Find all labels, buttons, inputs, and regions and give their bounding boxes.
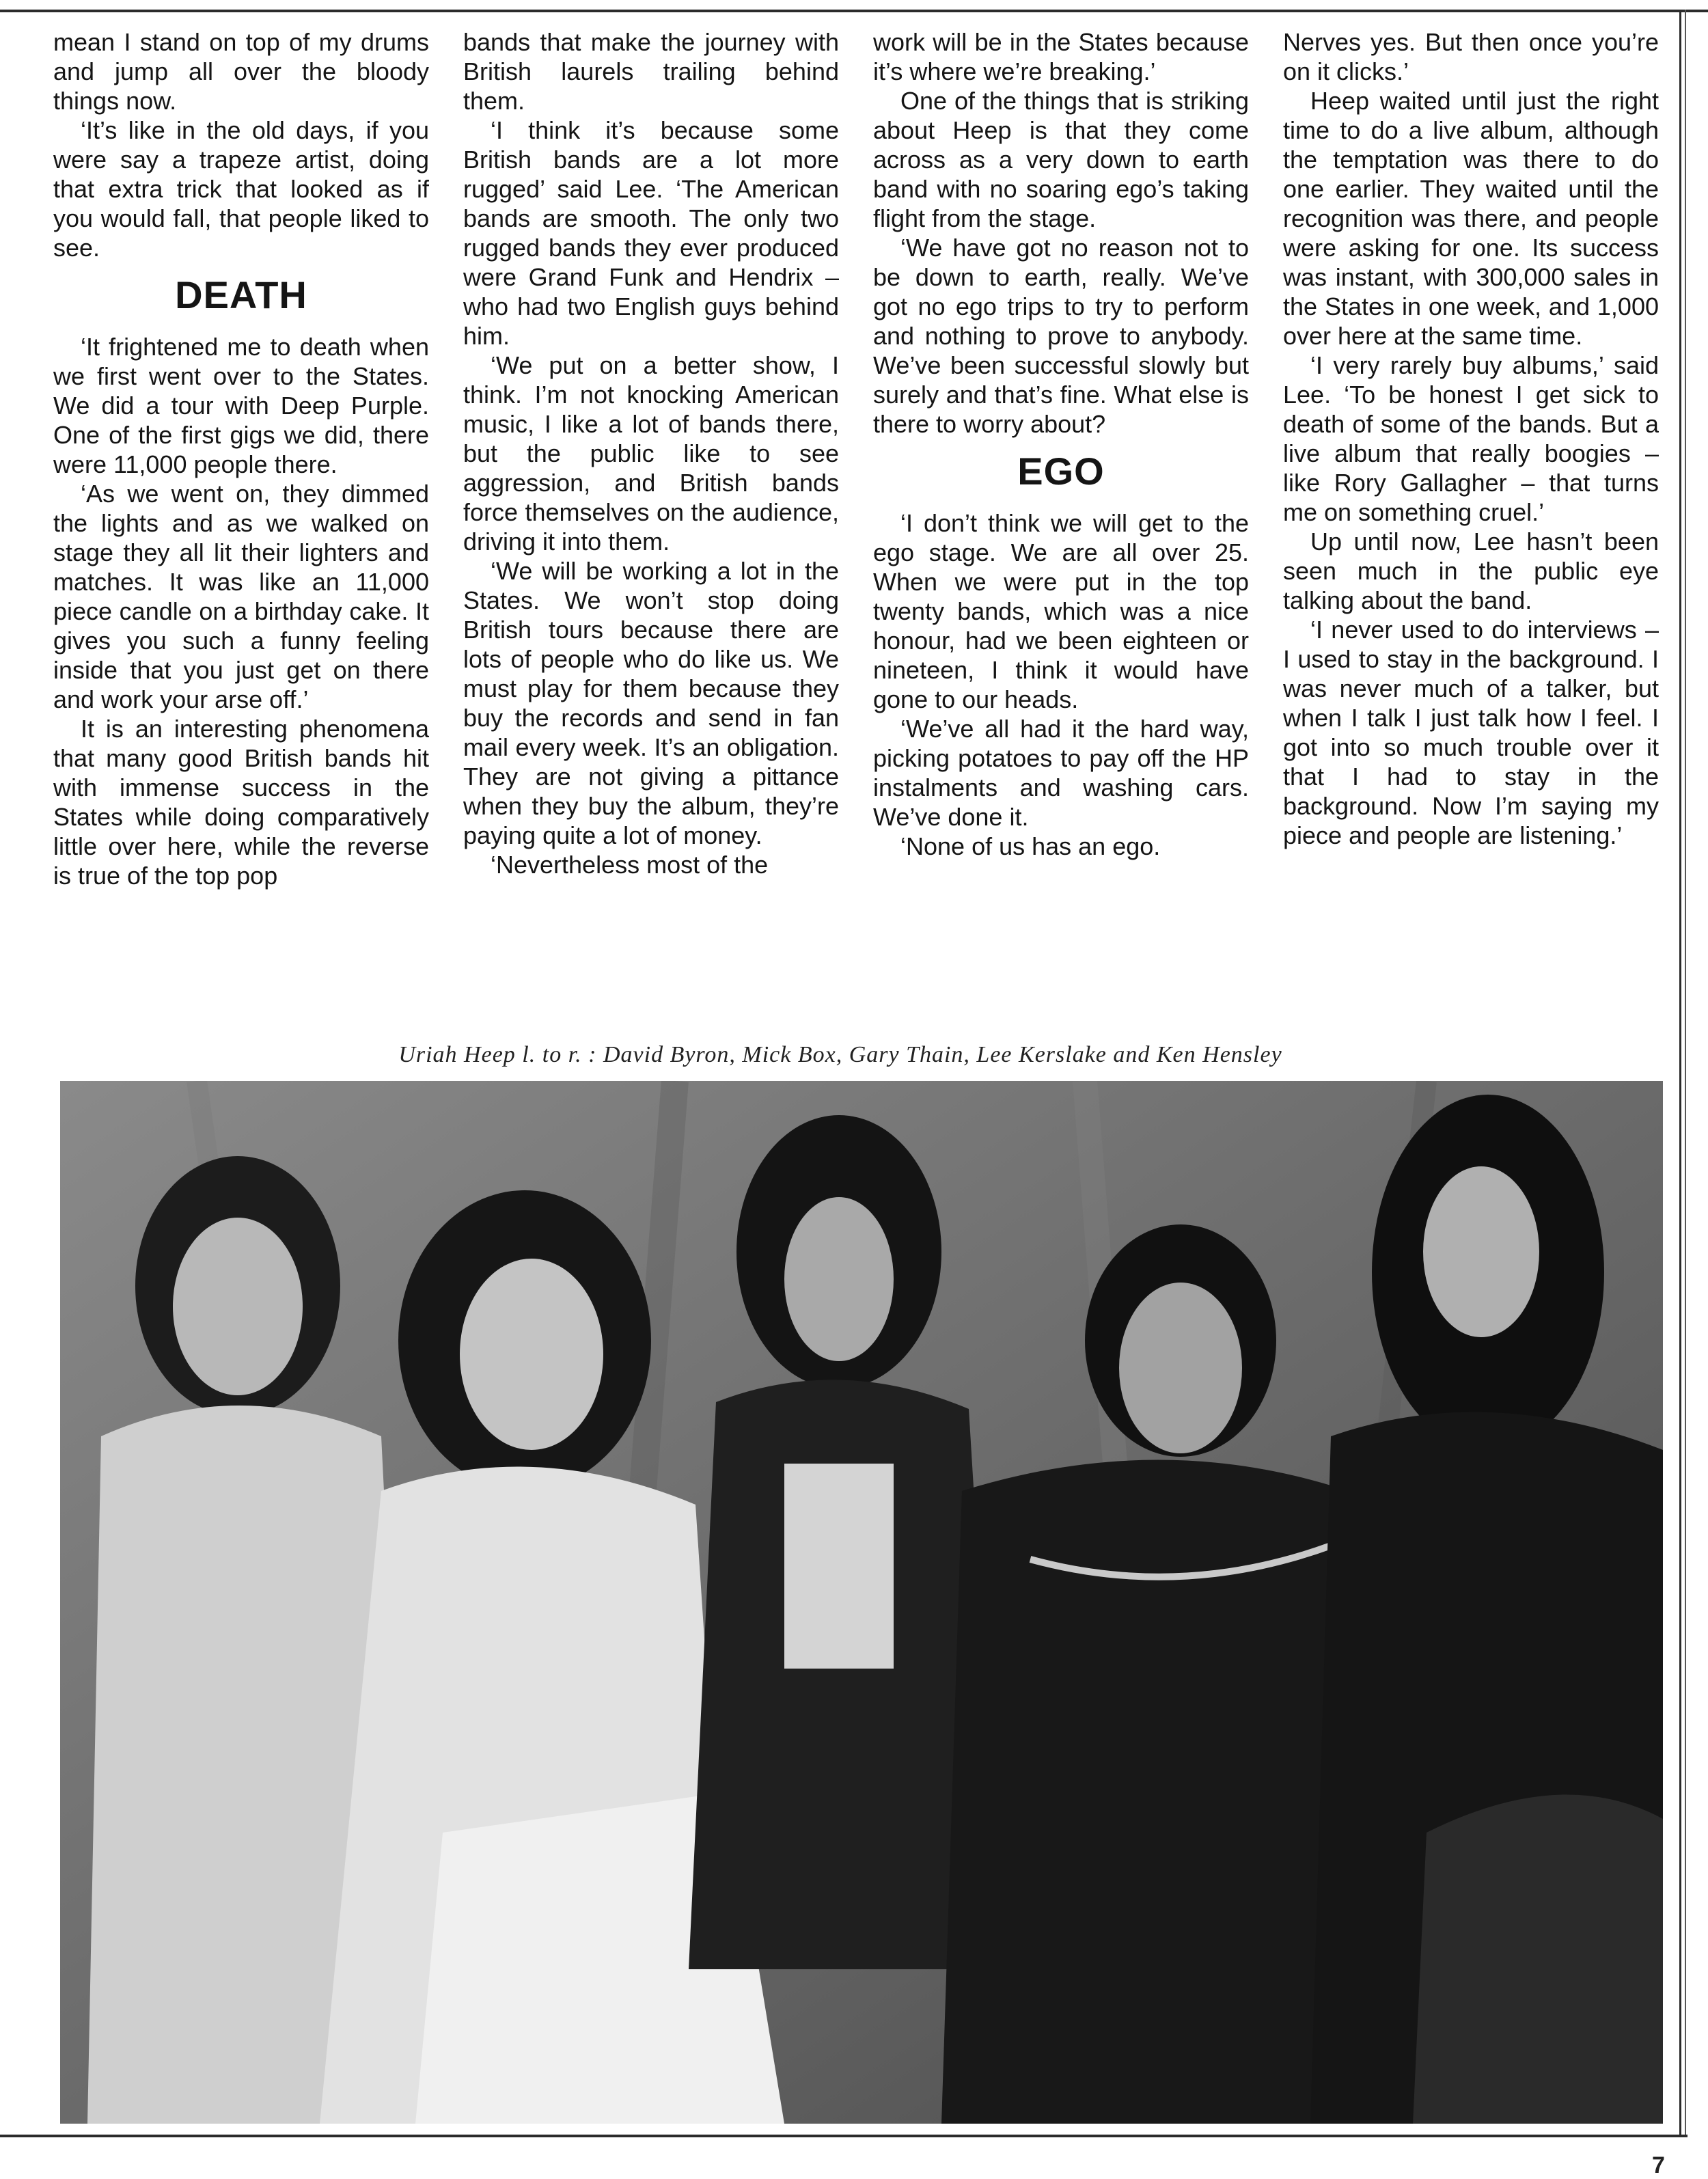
article-paragraph: ‘It’s like in the old days, if you were say a trapeze artist, doing that extra trick that looked as if you would fall, that people liked to see. [53, 116, 429, 262]
article-paragraph: ‘We will be working a lot in the States. We won’t stop doing British tours because there are lots of people who do like us. We must play for them because they buy the records and send in fan mail every week. It’s an obligation. They are not giving a pittance when they buy the album, they’re paying quite a lot of money. [463, 557, 839, 849]
article-paragraph: Heep waited until just the right time to do a live album, although the temptation was there to do one earlier. They waited until the recognition was there, and people were asking for one. Its success was instant, with 300,000 sales in the States in one week, and 1,000 over here at the same time. [1283, 87, 1659, 350]
right-rule [1679, 10, 1681, 2135]
article-paragraph: One of the things that is striking about Heep is that they come across as a very down to earth band with no soaring ego’s taking flight from the stage. [873, 87, 1249, 232]
band-photo [60, 1081, 1663, 2124]
article-paragraph: ‘Nevertheless most of the [491, 851, 769, 879]
article-paragraph: ‘I don’t think we will get to the ego stage. We are all over 25. When we were put in the top twenty bands, which was a nice honour, had we been eighteen or nineteen, I think it would have gone to our heads. [873, 509, 1249, 713]
article-paragraph: ‘None of us has an ego. [900, 832, 1161, 860]
article-paragraph: ‘We have got no reason not to be down to earth, really. We’ve got no ego trips to try to perform and nothing to prove to anybody. We’ve been successful slowly but surely and that’s fine. What else is there to worry about? [873, 234, 1249, 438]
article-paragraph: mean I stand on top of my drums and jump all over the bloody things now. [53, 28, 429, 115]
article-paragraph: ‘I very rarely buy albums,’ said Lee. ‘To be honest I get sick to death of some of the bands. But a live album that really boogies – like Rory Gallagher – that turns me on something cruel.’ [1283, 351, 1659, 526]
photo-caption: Uriah Heep l. to r. : David Byron, Mick Box, Gary Thain, Lee Kerslake and Ken Hensley [398, 1042, 1282, 1067]
article-paragraph: ‘We put on a better show, I think. I’m not knocking American music, I like a lot of bands there, but the public like to see aggression, and British bands force themselves on the audience, driving it into them. [463, 351, 839, 556]
right-rule-inner [1685, 10, 1686, 2135]
article-column-2 [463, 27, 839, 1039]
article-paragraph: ‘We’ve all had it the hard way, picking potatoes to pay off the HP instalments and washing cars. We’ve done it. [873, 715, 1249, 831]
page-number: 7 [1652, 2152, 1665, 2178]
top-rule [0, 10, 1708, 12]
article-paragraph: work will be in the States because it’s where we’re breaking.’ [873, 28, 1249, 85]
section-heading: DEATH [175, 273, 307, 316]
article-paragraph: ‘I think it’s because some British bands are a lot more rugged’ said Lee. ‘The American bands are smooth. The only two rugged bands they ever produced were Grand Funk and Hendrix – who had two English guys behind him. [463, 116, 839, 350]
article-paragraph: Up until now, Lee hasn’t been seen much in the public eye talking about the band. [1283, 527, 1659, 614]
article-paragraph: Nerves yes. But then once you’re on it clicks.’ [1283, 28, 1659, 85]
article-column-3 [873, 27, 1249, 1039]
article-column-4 [1283, 27, 1659, 1039]
article-paragraph: bands that make the journey with British laurels trailing behind them. [463, 28, 839, 115]
article-paragraph: It is an interesting phenomena that many good British bands hit with immense success in the States while doing comparatively little over here, while the reverse is true of the top pop [53, 715, 429, 890]
section-heading: EGO [1017, 450, 1105, 493]
article-paragraph: ‘As we went on, they dimmed the lights and as we walked on stage they all lit their lighters and matches. It was like an 11,000 piece candle on a birthday cake. It gives you such a funny feeling inside that you just get on there and work your arse off.’ [53, 480, 429, 713]
bottom-rule [0, 2135, 1688, 2137]
article-paragraph: ‘It frightened me to death when we first went over to the States. We did a tour with Deep Purple. One of the first gigs we did, there were 11,000 people there. [53, 333, 429, 478]
article-paragraph: ‘I never used to do interviews – I used to stay in the background. I was never much of a talker, but when I talk I just talk how I feel. I got into so much trouble over it that I had to stay in the background. Now I’m saying my piece and people are listening.’ [1283, 616, 1659, 849]
article-column-1 [53, 27, 429, 1039]
